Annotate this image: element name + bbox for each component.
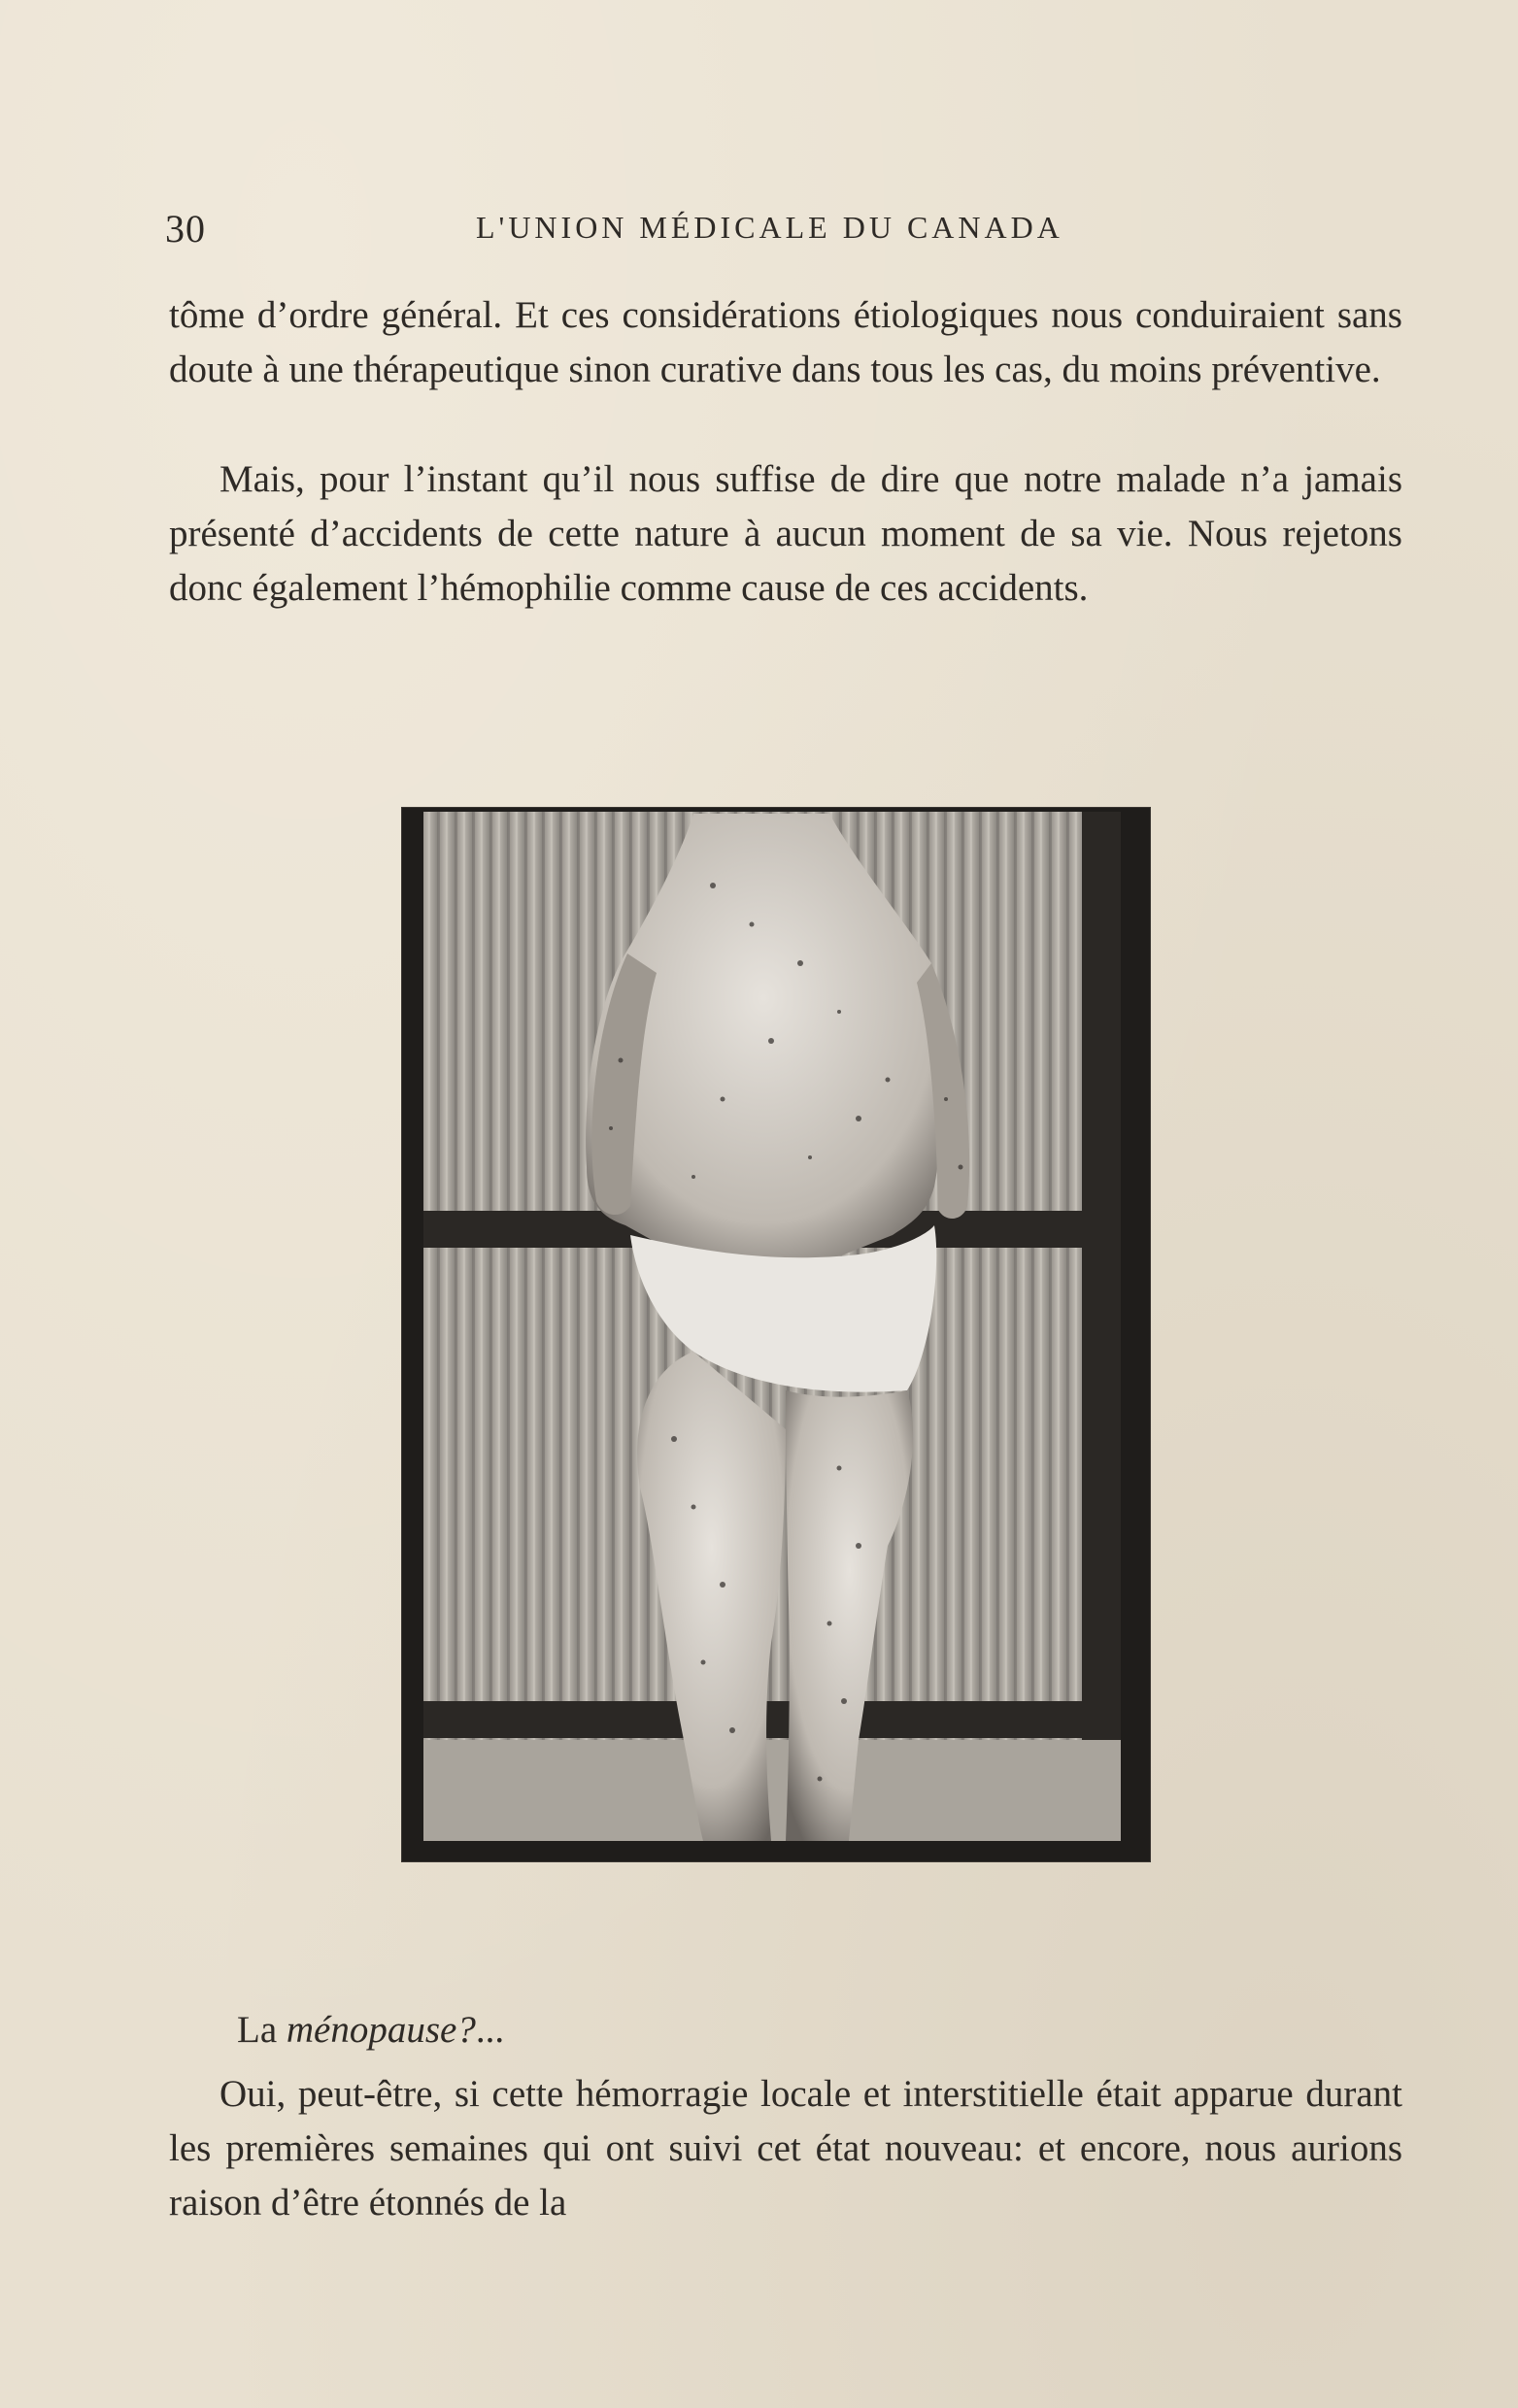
question-prefix: La (237, 2009, 287, 2051)
journal-title: L'UNION MÉDICALE DU CANADA (476, 210, 1063, 245)
paragraph-continuation: tôme d’ordre général. Et ces considérations étiologiques nous conduiraient sans doute à une thérapeutique sinon curative dans tous les cas, du moins préventive. (169, 294, 1402, 390)
paragraph-menopause: Oui, peut-être, si cette hémorragie locale et interstitielle était apparue durant les premières semaines qui ont suivi cet état nouveau: et encore, nous aurions raison d’être étonnés de la (169, 2073, 1402, 2224)
running-head (165, 206, 1403, 254)
page-number: 30 (165, 207, 206, 251)
question-suffix: ... (475, 2009, 505, 2051)
photograph-plate (402, 808, 1150, 1861)
paragraph-hemophilia: Mais, pour l’instant qu’il nous suffise de dire que notre malade n’a jamais présenté d’accidents de cette nature à aucun moment de sa vie. Nous rejetons donc également l’hémophilie comme cause de ces accidents. (169, 458, 1402, 609)
question-italic: ménopause? (286, 2009, 476, 2051)
question-line (169, 2003, 1402, 2057)
